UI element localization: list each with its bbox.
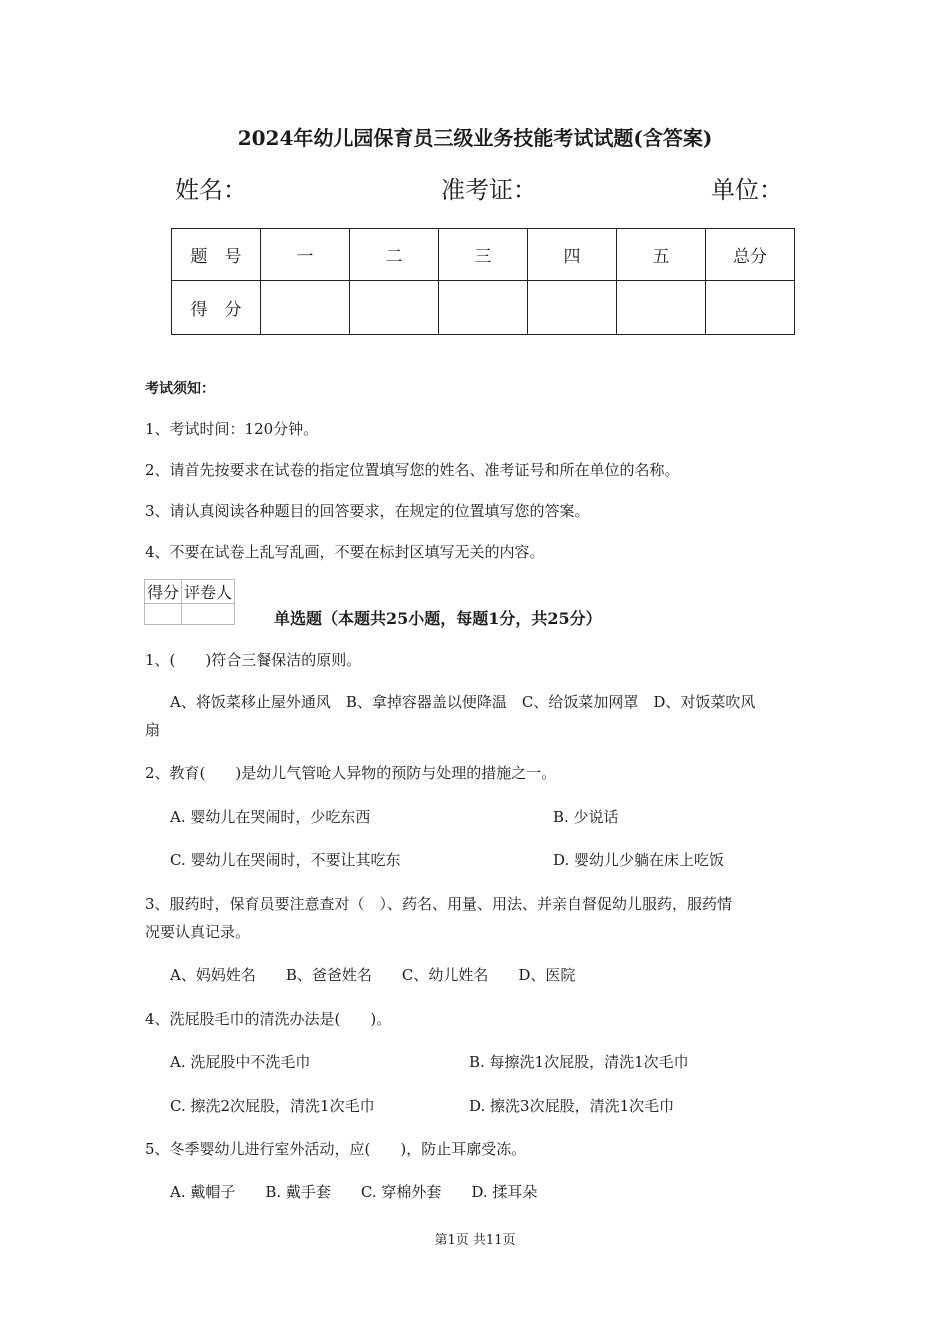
score-table <box>171 228 795 335</box>
question-4-stem: 4、洗屁股毛巾的清洗办法是( )。 <box>145 1010 392 1028</box>
score-table-header-row <box>172 229 795 281</box>
question-4-option-c: C. 擦洗2次屁股，清洗1次毛巾 <box>170 1097 375 1115</box>
question-2-stem: 2、教育( )是幼儿气管呛人异物的预防与处理的措施之一。 <box>145 764 557 782</box>
question-4-option-b: B. 每擦洗1次屁股，清洗1次毛巾 <box>469 1053 689 1071</box>
score-header-cell: 五 <box>617 229 706 281</box>
question-2-option-b: B. 少说话 <box>553 808 619 826</box>
question-2-option-c: C. 婴幼儿在哭闹时，不要让其吃东 <box>170 851 401 869</box>
notice-item: 3、请认真阅读各种题目的回答要求，在规定的位置填写您的答案。 <box>145 502 590 520</box>
section-title: 单选题（本题共25小题，每题1分，共25分） <box>274 609 602 628</box>
page-footer: 第1页 共11页 <box>434 1233 516 1248</box>
grader-score-cell[interactable] <box>145 604 182 625</box>
score-header-cell: 四 <box>528 229 617 281</box>
page-title: 2024年幼儿园保育员三级业务技能考试试题(含答案) <box>237 126 713 150</box>
score-cell[interactable] <box>261 281 350 335</box>
question-1-stem: 1、( )符合三餐保洁的原则。 <box>145 651 362 669</box>
grader-name-cell[interactable] <box>182 604 235 625</box>
notice-heading: 考试须知： <box>145 381 215 397</box>
score-cell[interactable] <box>706 281 795 335</box>
unit-field-label: 单位： <box>711 176 783 204</box>
question-4-option-d: D. 擦洗3次屁股，清洗1次毛巾 <box>469 1097 675 1115</box>
notice-item: 4、不要在试卷上乱写乱画，不要在标封区填写无关的内容。 <box>145 543 545 561</box>
score-table-score-row <box>172 281 795 335</box>
score-header-cell: 三 <box>439 229 528 281</box>
notice-item: 1、考试时间：120分钟。 <box>145 420 319 438</box>
question-5-options: A. 戴帽子 B. 戴手套 C. 穿棉外套 D. 揉耳朵 <box>170 1183 538 1201</box>
grader-box <box>144 579 235 625</box>
question-4-option-a: A. 洗屁股中不洗毛巾 <box>170 1053 311 1071</box>
question-2-option-d: D. 婴幼儿少躺在床上吃饭 <box>553 851 725 869</box>
question-2-option-a: A. 婴幼儿在哭闹时，少吃东西 <box>170 808 371 826</box>
score-cell[interactable] <box>528 281 617 335</box>
score-cell[interactable] <box>350 281 439 335</box>
score-header-cell: 二 <box>350 229 439 281</box>
grader-label: 评卷人 <box>182 580 235 604</box>
question-1-options-cont: 扇 <box>145 721 161 739</box>
question-1-options: A、将饭菜移止屋外通风 B、拿掉容器盖以便降温 C、给饭菜加网罩 D、对饭菜吹风 <box>170 693 756 711</box>
question-3-options: A、妈妈姓名 B、爸爸姓名 C、幼儿姓名 D、医院 <box>170 966 576 984</box>
name-field-label: 姓名： <box>175 176 247 204</box>
question-3-stem-cont: 况要认真记录。 <box>145 923 251 941</box>
score-header-cell: 一 <box>261 229 350 281</box>
notice-item: 2、请首先按要求在试卷的指定位置填写您的姓名、准考证号和所在单位的名称。 <box>145 461 680 479</box>
score-cell[interactable] <box>439 281 528 335</box>
exam-id-field-label: 准考证： <box>441 176 537 204</box>
score-header-cell: 总分 <box>706 229 795 281</box>
grader-score-label: 得分 <box>145 580 182 604</box>
score-header-cell: 题 号 <box>172 229 261 281</box>
score-cell[interactable] <box>617 281 706 335</box>
question-5-stem: 5、冬季婴幼儿进行室外活动，应( )，防止耳廓受冻。 <box>145 1140 527 1158</box>
question-3-stem: 3、服药时，保育员要注意查对（ ）、药名、用量、用法、并亲自督促幼儿服药，服药情 <box>145 895 733 913</box>
score-row-label: 得 分 <box>172 281 261 335</box>
